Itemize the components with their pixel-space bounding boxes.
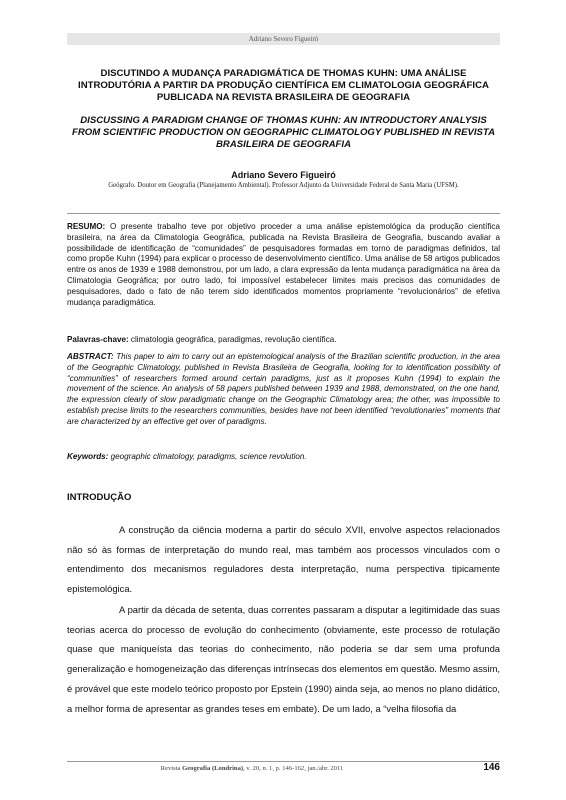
palavras-chave-label: Palavras-chave:	[67, 335, 129, 344]
section-heading: INTRODUÇÃO	[67, 492, 132, 503]
running-head	[67, 33, 500, 45]
page-number: 146	[483, 762, 500, 773]
journal-reference	[67, 765, 437, 772]
author-name: Adriano Severo Figueiró	[231, 170, 336, 180]
keywords-paragraph	[67, 452, 500, 463]
palavras-chave-paragraph	[67, 335, 500, 346]
abstract-text: This paper to aim to carry out an epistemological analysis of the Brazilian scientific production, in the area of the Geographic Climatology, published in Revista Brasileira de Geografia, looking for to identification possibility of “communities” of researchers formed around certain paradigms, just as it proposes Kuhn (1994) to explain the movement of the science. An analysis of 58 papers published between 1939 and 1988, demonstrated, on the one hand, the expression clearly of slow paradigmatic change on the Geographic Climatology area; the other, was impossible to establish precise limits to the researchers communities, besides have not been identified “revolutionaries” moments that are characterized by an effective get over of paradigms.	[67, 352, 500, 426]
footer-journal-name: Geografia (Londrina)	[182, 765, 244, 772]
article-title-pt: DISCUTINDO A MUDANÇA PARADIGMÁTICA DE THOMAS KUHN: UMA ANÁLISE INTRODUTÓRIA A PARTIR DA PRODUÇÃO CIENTÍFICA EM CLIMATOLOGIA GEOGRÁFICA PUBLICADA NA REVISTA BRASILEIRA DE GEOGRAFIA	[78, 68, 489, 103]
resumo-text: O presente trabalho teve por objetivo proceder a uma análise epistemológica da produção científica brasileira, na área da Climatologia Geográfica, publicada na Revista Brasileira de Geografia, buscando avaliar a possibilidade de identificação de “comunidades” de pesquisadores formadas em torno de paradigmas definidos, tal como propõe Kuhn (1994) para explicar o processo de desenvolvimento científico. Uma análise de 58 artigos publicados entre os anos de 1939 e 1988 demonstrou, por um lado, a clara expressão da lenta mudança paradigmática na área da Climatologia Geográfica; por outro lado, foi impossível estabelecer limites mais precisos das comunidades de pesquisadores, dado o fato de não terem sido identificados momentos propriamente “revolucionários” de efetiva mudança paradigmática.	[67, 222, 500, 307]
author-affiliation: Geógrafo. Doutor em Geografia (Planejamento Ambiental). Professor Adjunto da Universidade Federal de Santa Maria (UFSM).	[108, 182, 459, 189]
footer-ref-prefix: Revista	[160, 765, 183, 772]
article-title-en: DISCUSSING A PARADIGM CHANGE OF THOMAS KUHN: AN INTRODUCTORY ANALYSIS FROM SCIENTIFIC PRODUCTION ON GEOGRAPHIC CLIMATOLOGY PUBLISHED IN REVISTA BRASILEIRA DE GEOGRAFIA	[71, 115, 496, 150]
running-head-text: Adriano Severo Figueiró	[248, 35, 319, 43]
abstract-label: ABSTRACT:	[67, 352, 114, 361]
keywords-text: geographic climatology, paradigms, science revolution.	[108, 452, 307, 461]
body-paragraph-2: A partir da década de setenta, duas correntes passaram a disputar a legitimidade das suas teorias acerca do processo de evolução do conhecimento (obviamente, este processo de rotulação quase que maniqueísta das teorias do conhecimento, não poderia se dar sem uma profunda generalização e homogeneização das diferenças intrínsecas dos elementos em questão. Mesmo assim, é provável que este modelo teórico proposto por Epstein (1990) ainda seja, ao menos no plano didático, a melhor forma de apresentar as grandes teses em embate). De um lado, a “velha filosofia da	[67, 604, 500, 714]
divider	[67, 213, 500, 214]
palavras-chave-text: climatologia geográfica, paradigmas, revolução científica.	[128, 335, 337, 344]
footer-ref-suffix: , v. 20, n. 1, p. 146-162, jan./abr. 2011	[243, 765, 344, 772]
abstract-paragraph	[67, 352, 500, 428]
page-footer	[67, 761, 500, 775]
resumo-paragraph	[67, 222, 500, 308]
resumo-label: RESUMO:	[67, 222, 106, 231]
keywords-label: Keywords:	[67, 452, 109, 461]
body-paragraph-1: A construção da ciência moderna a partir do século XVII, envolve aspectos relacionados não só às formas de interpretação do mundo real, mas também aos processos vinculados com o entendimento dos mecanismos reguladores desta interpretação, numa perspectiva tipicamente epistemológica.	[67, 524, 500, 595]
